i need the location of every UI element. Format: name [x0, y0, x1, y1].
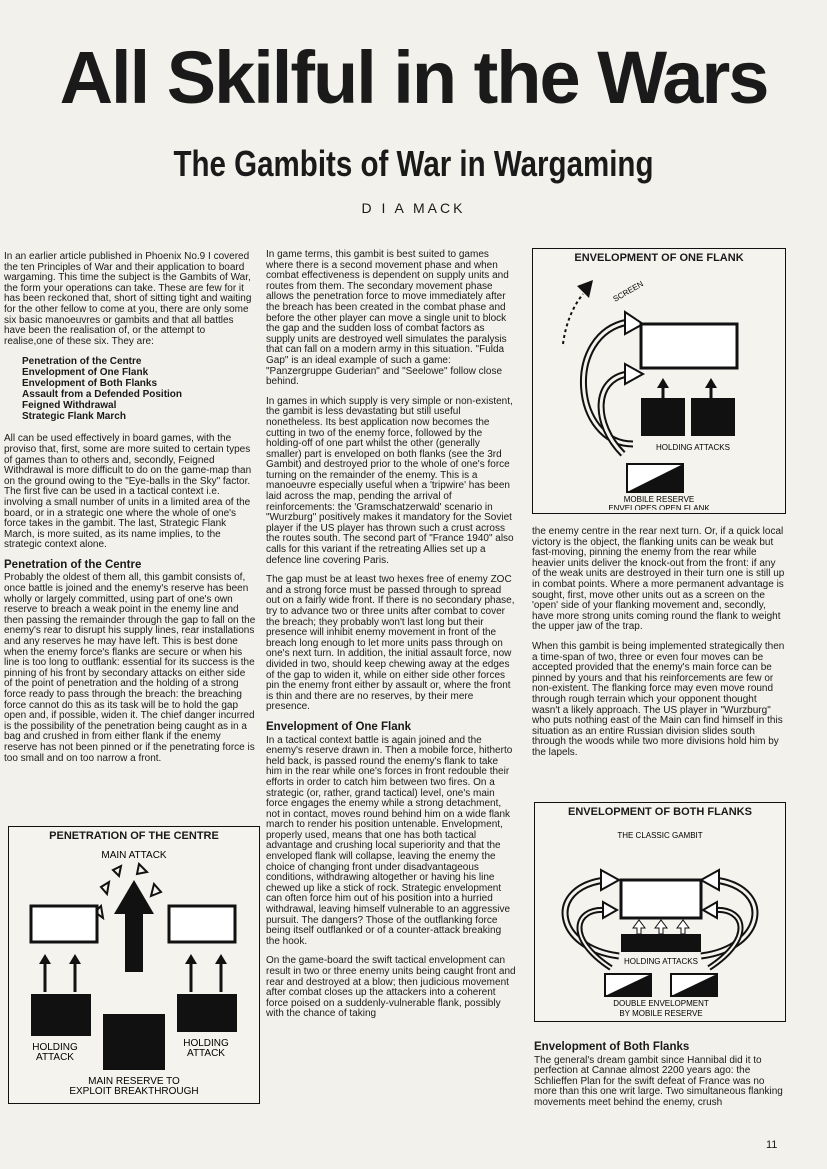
enemy-line-right	[169, 906, 235, 942]
column-2	[266, 250, 516, 1029]
screen-path	[563, 294, 583, 344]
holding-force	[691, 398, 735, 436]
penetration-diagram-graphic	[9, 842, 259, 1100]
list-item: Envelopment of Both Flanks	[22, 378, 158, 390]
holding-arrows-left-icon	[39, 954, 81, 992]
paragraph: The general's dream gambit since Hannibal did it to perfection at Cannae almost 2200 years ago: the Schlieffen Plan for the swift defeat of France was no more than this one writ large. Two simultaneous flanking movements meet behind the enemy, crush	[534, 1054, 783, 1108]
diagram-envelopment-both-flanks	[534, 802, 786, 1022]
section-heading: Envelopment of Both Flanks	[534, 1041, 690, 1053]
screen-label: SCREEN	[611, 279, 645, 304]
holding-attacks-label: HOLDING ATTACKS	[624, 957, 698, 966]
paragraph: Probably the oldest of them all, this gambit consists of, once battle is joined and the enemy's reserve has been wholly or largely committed, using part of one's own reserve to breach a weak point in the enemy line and then passing the remainder through the gap to fall on the enemy's rear to disrupt his supply lines, rear installations and any reserves he may have left. This is best done when the enemy force's flanks are secure or when his line is too long to outflank: essential for its success is the pinning of his front by secondary attacks on either side of the point of penetration and the holding of a strong force ready to pass through the breach: the breaching force cannot do this as its task will be to hold the gap open and, if possible, widen it. The chief danger incurred is the possibility of the penetration being caught as in a bag and crushed in from either flank if the enemy reserve has not been pinned or if the penetrating force is too small and on too narrow a front.	[4, 572, 256, 764]
double-envelopment-label: BY MOBILE RESERVE	[619, 1009, 703, 1018]
mobile-reserve-label: MOBILE RESERVE	[623, 495, 695, 504]
reserve-label: MAIN RESERVE TO	[88, 1076, 180, 1087]
right-envelope-arrow	[701, 880, 755, 956]
holding-label-left: ATTACK	[36, 1052, 74, 1063]
column-3-bottom	[534, 1036, 786, 1118]
enemy-line-left	[31, 906, 97, 942]
paragraph: In an earlier article published in Phoenix No.9 I covered the ten Principles of War and their application to board wargaming. This time the subject is the Gambits of War, the form your operations can take. These are few for it has been reckoned that, short of sitting tight and waiting for the other fellow to come at you, there are only some six basic manoeuvres or gambits and that all battles have been the realisation of, or the attempt to realise,one of these six. They are:	[4, 251, 252, 347]
debris-shape	[101, 882, 109, 894]
holding-force	[621, 934, 701, 952]
holding-label-right: HOLDING	[183, 1038, 229, 1049]
list-item: Envelopment of One Flank	[22, 367, 149, 379]
left-envelope-arrow	[565, 880, 619, 956]
diagram-title: PENETRATION OF THE CENTRE	[49, 830, 219, 842]
right-inner-arrow	[709, 910, 741, 968]
left-inner-arrow	[579, 910, 611, 968]
paragraph: The gap must be at least two hexes free of enemy ZOC and a strong force must be passed through to spread out on a fairly wide front. If there is no secondary phase, try to advance two or three units after combat to cover the breach; they probably won't last long but their presence will inhibit enemy movement in front of the breach long enough to let more units pass through on one's next turn. In addition, the initial assault force, now divided in two, should keep chewing away at the edges of the gap to widen it, while on either side other forces pin the enemy front either by assault or, where the front is thin and there are no reserves, by their mere presence.	[266, 574, 515, 713]
page-number: 11	[766, 1139, 778, 1151]
holding-force	[641, 398, 685, 436]
author-byline: D I A MACK	[361, 200, 466, 216]
diagram-title: ENVELOPMENT OF BOTH FLANKS	[568, 806, 752, 818]
main-reserve-block	[103, 1014, 165, 1070]
left-arrowhead-icon	[601, 870, 619, 890]
column-1	[4, 252, 256, 773]
right-arrowhead-icon	[703, 902, 717, 918]
paragraph: All can be used effectively in board games, with the proviso that, first, some are more suited to certain types of games than to others and, secondly, Feigned Withdrawal is more difficult to do on the game-map than on the ground owing to the "Eye-balls in the Sky" factor. The first five can be used in a tactical context i.e. involving a small number of units in a limited area of the board, or in a strategic one where the whole of one's force takes in the gambit. The last, Strategic Flank March, is more suited, as its name implies, to the strategic context alone.	[4, 433, 252, 551]
mobile-reserve-label: ENVELOPES OPEN FLANK	[608, 504, 710, 510]
column-3	[532, 527, 786, 767]
section-heading: Penetration of the Centre	[4, 558, 142, 571]
holding-label-left: HOLDING	[32, 1042, 78, 1053]
holding-arrows-right-icon	[185, 954, 227, 992]
paragraph: the enemy centre in the rear next turn. Or, if a quick local victory is the object, the flanking units can be weak but fast-moving, pinning the enemy from the rear while heavier units deliver the knock-out from the front: if any of the weak units are destroyed in their turn one is still up in combat points. Where a more permanent advantage is sought, first, move other units out as a screen on the 'open' side of your flanking movement and, secondly, have more strong units coming round the flank to weight the upper jaw of the trap.	[532, 526, 785, 633]
list-item: Feigned Withdrawal	[22, 400, 117, 412]
enemy-position	[621, 880, 701, 918]
holding-force-left	[31, 994, 91, 1036]
debris-shape	[137, 864, 147, 874]
reserve-label: EXPLOIT BREAKTHROUGH	[69, 1086, 199, 1097]
section-heading: Envelopment of One Flank	[266, 720, 412, 733]
paragraph: In games in which supply is very simple or non-existent, the gambit is less devastating but still useful nonetheless. Its best application now becomes the cutting in two of the enemy force, followed by the holding-off of one part whilst the other (generally smaller) part is enveloped on both flanks (see the 3rd Gambit) and destroyed prior to the whole of one's force turning on the remainder of the enemy. This is a manoeuvre especially useful when a 'tripwire' has been laid across the map, pending the arrival of reinforcements: the 'Gramschatzerwald' scenario in "Wurzburg" positively makes it mandatory for the Soviet player if the US player has thrown such a crust across the routes south. The second part of "France 1940" also calls for this variant if the retreating Allies set up a defence line covering Paris.	[266, 395, 514, 566]
list-item: Penetration of the Centre	[22, 356, 142, 368]
holding-arrows-icon	[633, 920, 689, 934]
classic-gambit-label: THE CLASSIC GAMBIT	[617, 831, 703, 840]
main-attack-label: MAIN ATTACK	[101, 850, 167, 861]
one-flank-diagram-graphic	[533, 264, 785, 510]
paragraph: In a tactical context battle is again joined and the enemy's reserve drawn in. Then a mobile force, hitherto held back, is passed round the enemy's flank to take him in the rear while one's forces in front redouble their efforts in order to catch him between two fires. On a strategic (or, rather, grand tactical) level, one's main force engages the enemy while a strong detachment, not in contact, moves round behind him on a wide flank march to render his position untenable. Envelopment, properly used, means that one has both tactical advantage and crushing local superiority and that the enveloped flank will collapse, leaving the enemy the choice of changing front under disadvantageous conditions, withdrawing altogether or having his line chewed up like a stick of rock. Strategic envelopment can often force him out of his position into a hurried withdrawal, leaving himself vulnerable to an aggressive pursuit. The dangers? Those of the outflanking force being itself outflanked or of a counter-attack breaking the hook.	[266, 734, 513, 947]
holding-force-right	[177, 994, 237, 1032]
diagram-title: ENVELOPMENT OF ONE FLANK	[574, 252, 744, 264]
debris-shape	[151, 884, 161, 896]
gambit-list	[22, 356, 256, 422]
paragraph: When this gambit is being implemented strategically then a time-span of two, three or even four moves can be accepted provided that the enemy's main force can be pinned by yours and that his reinforcements are few or non-existent. The flanking force may even move round through rough terrain which your opponent thought wasn't a likely approach. The US player in "Wurzburg" who puts nothing east of the Main can find himself in this situation as an entire Russian division slides south through the woods while two more divisions hold him by the lapels.	[532, 640, 785, 758]
article-title: All Skilful in the Wars	[59, 36, 768, 119]
holding-label-right: ATTACK	[187, 1048, 225, 1059]
list-item: Assault from a Defended Position	[22, 389, 183, 401]
list-item: Strategic Flank March	[22, 411, 126, 423]
paragraph: In game terms, this gambit is best suited to games where there is a second movement phase and when combat effectiveness is dependent on supply units and routes from them. The secondary movement phase allows the penetration force to move immediately after the breach has been created in the combat phase and before the other player can move a single unit to block the gap and the sudden loss of combat factors as supply units are destroyed well simulates the paralysis that can fall on a modern army in this situation. "Fulda Gap" is an ideal example of such a game: "Panzergruppe Guderian" and "Seelowe" follow close behind.	[266, 249, 509, 388]
left-arrowhead-icon	[603, 902, 617, 918]
debris-shape	[113, 866, 121, 876]
diagram-penetration-centre	[8, 826, 260, 1104]
diagram-envelopment-one-flank	[532, 248, 786, 514]
right-arrowhead-icon	[701, 870, 719, 890]
article-subtitle: The Gambits of War in Wargaming	[173, 143, 654, 184]
double-envelopment-label: DOUBLE ENVELOPMENT	[613, 999, 709, 1008]
paragraph: On the game-board the swift tactical envelopment can result in two or three enemy units being caught front and rear and destroyed at a blow; then judicious movement after combat closes up the attackers into a coherent force poised on a suddenly-vulnerable flank, possibly with the chance of taking	[266, 955, 516, 1020]
holding-attacks-label: HOLDING ATTACKS	[656, 443, 730, 452]
screen-arrow-icon	[577, 280, 593, 298]
main-attack-arrow-icon	[114, 880, 154, 972]
both-flanks-diagram-graphic	[535, 818, 785, 1018]
enemy-position	[641, 324, 737, 368]
